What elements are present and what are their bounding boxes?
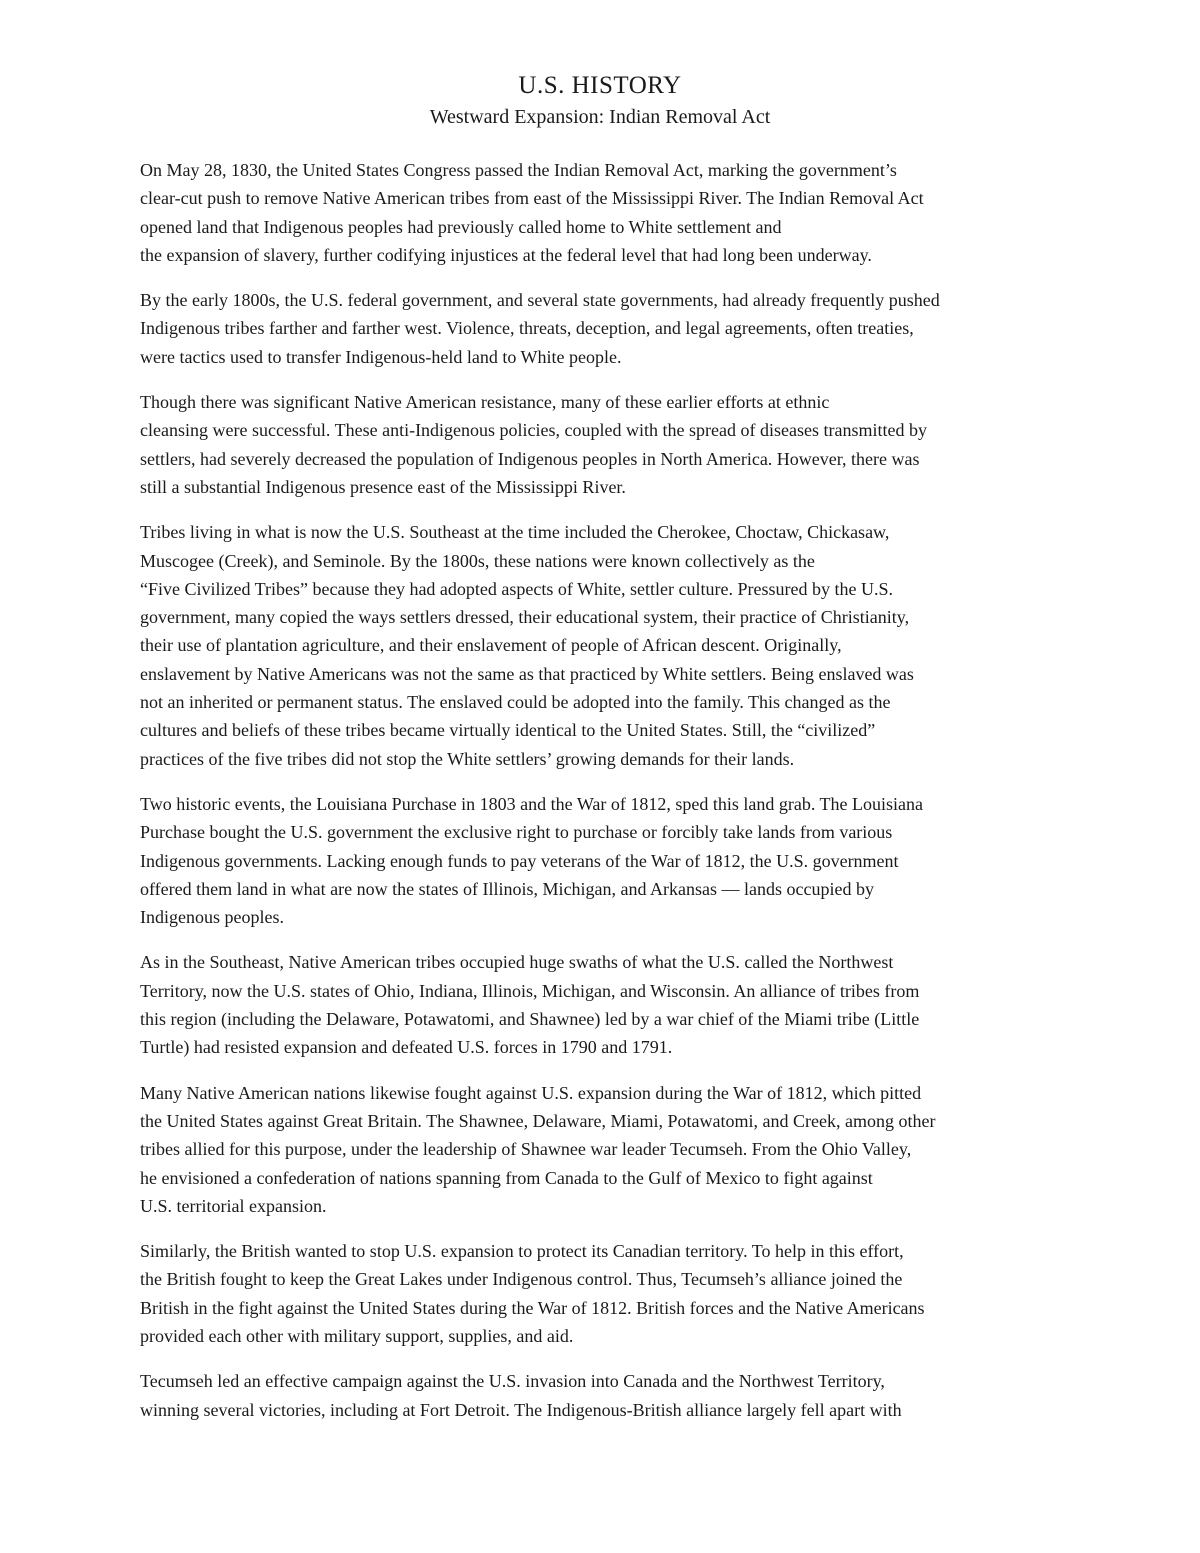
paragraph-line: Tecumseh led an effective campaign against the U.S. invasion into Canada and the Northwest Territory, (140, 1371, 885, 1392)
paragraph-line: the expansion of slavery, further codifying injustices at the federal level that had long been underway. (140, 244, 872, 265)
paragraph-line: enslavement by Native Americans was not the same as that practiced by White settlers. Being enslaved was (140, 663, 914, 684)
paragraph-line: winning several victories, including at Fort Detroit. The Indigenous-British alliance largely fell apart with (140, 1399, 902, 1420)
paragraph (140, 286, 1065, 371)
paragraph-line: By the early 1800s, the U.S. federal government, and several state governments, had already frequently pushed (140, 290, 940, 311)
paragraph (140, 1367, 1065, 1424)
paragraph-line: “Five Civilized Tribes” because they had adopted aspects of White, settler culture. Pressured by the U.S. (140, 578, 893, 599)
paragraph-line: Territory, now the U.S. states of Ohio, Indiana, Illinois, Michigan, and Wisconsin. An alliance of tribes from (140, 980, 920, 1001)
paragraph-line: were tactics used to transfer Indigenous-held land to White people. (140, 346, 622, 367)
paragraph-line: he envisioned a confederation of nations spanning from Canada to the Gulf of Mexico to fight against (140, 1167, 873, 1188)
paragraph-line: As in the Southeast, Native American tribes occupied huge swaths of what the U.S. called the Northwest (140, 952, 894, 973)
paragraph-line: Many Native American nations likewise fought against U.S. expansion during the War of 1812, which pitted (140, 1082, 922, 1103)
paragraph-line: Tribes living in what is now the U.S. Southeast at the time included the Cherokee, Choctaw, Chickasaw, (140, 522, 890, 543)
paragraph-line: Turtle) had resisted expansion and defeated U.S. forces in 1790 and 1791. (140, 1037, 673, 1058)
paragraph-line: tribes allied for this purpose, under the leadership of Shawnee war leader Tecumseh. From the Ohio Valley, (140, 1139, 912, 1160)
paragraph (140, 790, 1065, 931)
paragraph-line: the British fought to keep the Great Lakes under Indigenous control. Thus, Tecumseh’s alliance joined the (140, 1269, 903, 1290)
paragraph-line: Muscogee (Creek), and Seminole. By the 1800s, these nations were known collectively as the (140, 550, 815, 571)
paragraph-line: Though there was significant Native American resistance, many of these earlier efforts at ethnic (140, 392, 830, 413)
paragraph (140, 948, 1065, 1061)
paragraph-line: cultures and beliefs of these tribes became virtually identical to the United States. Still, the “civilized” (140, 720, 876, 741)
paragraph (140, 1237, 1065, 1350)
paragraph-line: Similarly, the British wanted to stop U.S. expansion to protect its Canadian territory. To help in this effort, (140, 1241, 904, 1262)
paragraph-line: Two historic events, the Louisiana Purchase in 1803 and the War of 1812, sped this land grab. The Louisiana (140, 793, 923, 814)
paragraph (140, 518, 1065, 773)
paragraph-line: their use of plantation agriculture, and their enslavement of people of African descent. Originally, (140, 635, 842, 656)
paragraph-line: this region (including the Delaware, Potawatomi, and Shawnee) led by a war chief of the Miami tribe (Little (140, 1009, 920, 1030)
paragraph-line: Indigenous governments. Lacking enough funds to pay veterans of the War of 1812, the U.S. government (140, 850, 899, 871)
document-body (140, 156, 1065, 1441)
paragraph (140, 1079, 1065, 1220)
paragraph-line: Purchase bought the U.S. government the exclusive right to purchase or forcibly take lands from various (140, 822, 893, 843)
document-title: U.S. HISTORY (518, 72, 682, 99)
paragraph (140, 388, 1065, 501)
document-header (0, 70, 1200, 132)
paragraph-line: On May 28, 1830, the United States Congress passed the Indian Removal Act, marking the government’s (140, 160, 897, 180)
paragraph-line: provided each other with military support, supplies, and aid. (140, 1325, 574, 1346)
paragraph-line: opened land that Indigenous peoples had previously called home to White settlement and (140, 216, 782, 237)
paragraph-line: government, many copied the ways settlers dressed, their educational system, their practice of Christianity, (140, 607, 910, 628)
paragraph (140, 156, 1065, 269)
paragraph-line: not an inherited or permanent status. The enslaved could be adopted into the family. This changed as the (140, 692, 891, 713)
paragraph-line: clear-cut push to remove Native American tribes from east of the Mississippi River. The Indian Removal Act (140, 188, 924, 209)
paragraph-line: British in the fight against the United States during the War of 1812. British forces and the Native Americans (140, 1297, 925, 1318)
paragraph-line: Indigenous peoples. (140, 907, 284, 928)
paragraph-line: the United States against Great Britain. The Shawnee, Delaware, Miami, Potawatomi, and Creek, among other (140, 1110, 936, 1131)
paragraph-line: U.S. territorial expansion. (140, 1195, 327, 1216)
paragraph-line: still a substantial Indigenous presence east of the Mississippi River. (140, 476, 626, 497)
paragraph-line: offered them land in what are now the states of Illinois, Michigan, and Arkansas — lands occupied by (140, 878, 874, 899)
paragraph-line: practices of the five tribes did not stop the White settlers’ growing demands for their lands. (140, 748, 795, 769)
document-subtitle: Westward Expansion: Indian Removal Act (429, 106, 771, 128)
paragraph-line: Indigenous tribes farther and farther west. Violence, threats, deception, and legal agreements, often treaties, (140, 318, 914, 339)
paragraph-line: settlers, had severely decreased the population of Indigenous peoples in North America. However, there was (140, 448, 920, 469)
paragraph-line: cleansing were successful. These anti-Indigenous policies, coupled with the spread of diseases transmitted by (140, 420, 927, 441)
